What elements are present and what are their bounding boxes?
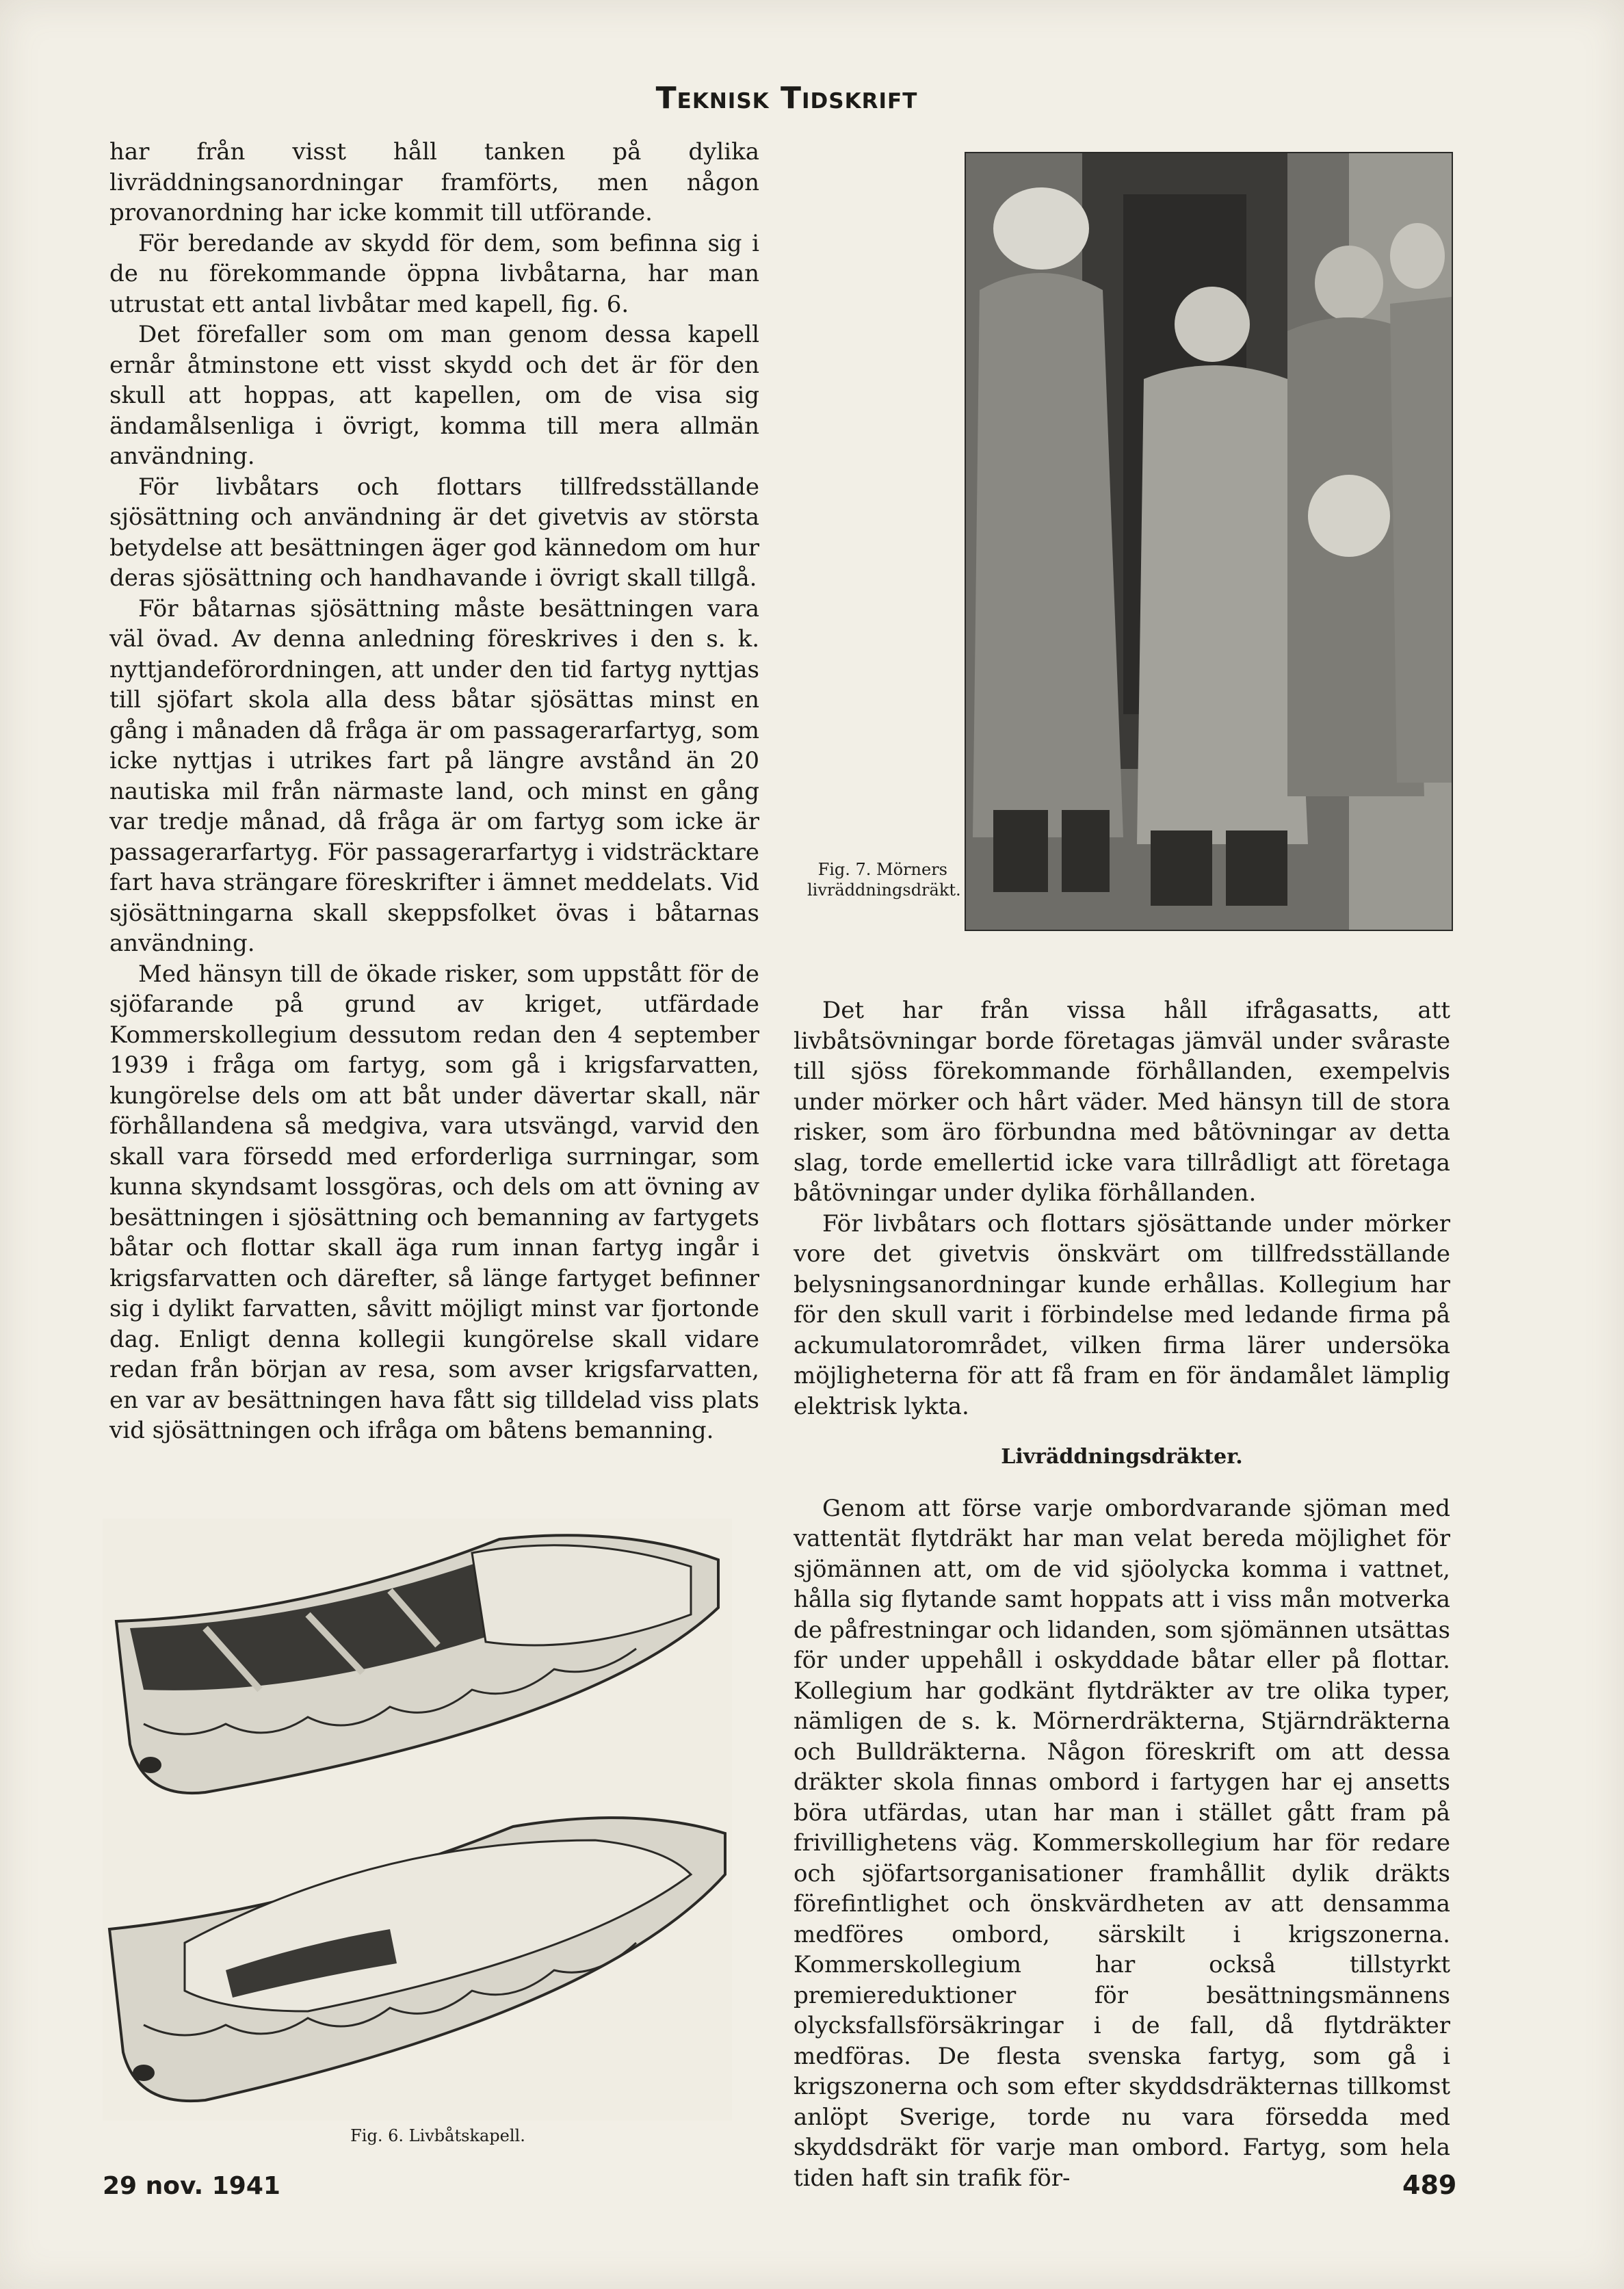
footer-date: 29 nov. 1941 bbox=[103, 2172, 280, 2200]
running-title: Teknisk Tidskrift bbox=[655, 81, 918, 116]
right-column bbox=[794, 995, 1450, 2193]
paragraph: Med hänsyn till de ökade risker, som uppstått för de sjöfarande på grund av kriget, utfärdade Kommerskollegium dessutom redan den 4 september 1939 i fråga om fartyg, som gå i krigsfarvatten, kungörelse dels om att båt under dävertar skall, när förhållandena så medgiva, vara utsvängd, varvid den skall vara försedd med erforderliga surrningar, som kunna skyndsamt lossgöras, och dels om att övning av besättningen i sjösättning och bemanning av fartygets båtar och flottar skall äga rum innan fartyg ingår i krigsfarvatten och därefter, så länge fartyget befinner sig i dylikt farvatten, såvitt möjligt minst var fjortonde dag. Enligt denna kollegii kungörelse skall vidare redan från början av resa, som avser krigsfarvatten, en var av besättningen hava fått sig tilldelad viss plats vid sjösättningen och ifråga om båtens bemanning. bbox=[109, 960, 759, 1444]
paragraph: har från visst håll tanken på dylika livräddningsanordningar framförts, men någon provanordning har icke kommit till utförande. bbox=[109, 138, 759, 226]
fig7-photo bbox=[965, 152, 1453, 931]
paragraph: Det har från vissa håll ifrågasatts, att livbåtsövningar borde företagas jämväl under svåraste till sjöss förekommande förhållanden, exempelvis under mörker och hårt väder. Med hänsyn till de stora risker, som äro förbundna med båtövningar av detta slag, torde emellertid icke vara tillrådligt att företaga båtövningar under dylika förhållanden. bbox=[794, 997, 1450, 1207]
fig6-caption: Fig. 6. Livbåtskapell. bbox=[350, 2126, 525, 2145]
left-column bbox=[109, 137, 759, 1446]
page-number: 489 bbox=[1402, 2170, 1457, 2200]
lifeboat-canopy-illustration bbox=[103, 1519, 732, 2121]
fig6-lifeboat-drawings bbox=[103, 1519, 732, 2121]
paragraph: Genom att förse varje ombordvarande sjöman med vattentät flytdräkt har man velat bereda möjlighet för sjömännen att, om de vid sjöolycka komma i vattnet, hålla sig flytande samt hoppats att i viss mån motverka de påfrestningar och lidanden, som sjömännen utsättas för under uppehåll i oskyddade båtar eller på flottar. Kollegium har godkänt flytdräkter av tre olika typer, nämligen de s. k. Mörnerdräkterna, Stjärndräkterna och Bulldräkterna. Någon föreskrift om att dessa dräkter skola finnas ombord i fartygen har ej ansetts böra utfärdas, utan har man i stället gått fram på frivillighetens väg. Kommerskollegium har för redare och sjöfartsorganisationer framhållit dylik dräkts förefintlighet och önskvärdheten av att densamma medföres ombord, särskilt i krigszonerna. Kommerskollegium har också tillstyrkt premiereduktioner för besättningsmännens olycksfallsförsäkringar i de fall, då flytdräkter medföras. De flesta svenska fartyg, som gå i krigszonerna och som efter skyddsdräkternas tillkomst anlöpt Sverige, torde nu vara försedda med skyddsdräkt för varje man ombord. Fartyg, som hela tiden haft sin trafik för- bbox=[794, 1494, 1450, 2192]
paragraph: För livbåtars och flottars sjösättande under mörker vore det givetvis önskvärt om tillfredsställande belysningsanordningar kunde erhållas. Kollegium har för den skull varit i förbindelse med ledande firma på ackumulatorområdet, vilken firma lärer undersöka möjligheterna för att få fram en för ändamålet lämplig elektrisk lykta. bbox=[794, 1209, 1450, 1420]
paragraph: För livbåtars och flottars tillfredsställande sjösättning och användning är det givetvis av största betydelse att besättningen äger god kännedom om hur deras sjösättning och handhavande i övrigt skall tillgå. bbox=[109, 473, 759, 592]
paragraph: För båtarnas sjösättning måste besättningen vara väl övad. Av denna anledning föreskrives i den s. k. nyttjandeförordningen, att under den tid fartyg nyttjas till sjöfart skola alla dess båtar sjösättas minst en gång i månaden då fråga är om passagerarfartyg, som icke nyttjas i utrikes fart på längre avstånd än 20 nautiska mil från närmaste land, och minst en gång var tredje månad, då fråga är om fartyg som icke är passagerarfartyg. För passagerarfartyg i vidsträcktare fart hava strängare föreskrifter i ämnet meddelats. Vid sjösättningarna skall skeppsfolket övas i båtarnas användning. bbox=[109, 594, 759, 957]
fig7-caption: Fig. 7. Mörners livräddningsdräkt. bbox=[807, 860, 961, 900]
paragraph: För beredande av skydd för dem, som befinna sig i de nu förekommande öppna livbåtarna, har man utrustat ett antal livbåtar med kapell, fig. 6. bbox=[109, 229, 759, 318]
paragraph: Det förefaller som om man genom dessa kapell ernår åtminstone ett visst skydd och det är för den skull att hoppas, att kapellen, om de visa sig ändamålsenliga i övrigt, komma till mera allmän användning. bbox=[109, 321, 759, 470]
men-in-survival-suits-illustration bbox=[966, 153, 1452, 930]
section-heading: Livräddningsdräkter. bbox=[1001, 1445, 1243, 1469]
